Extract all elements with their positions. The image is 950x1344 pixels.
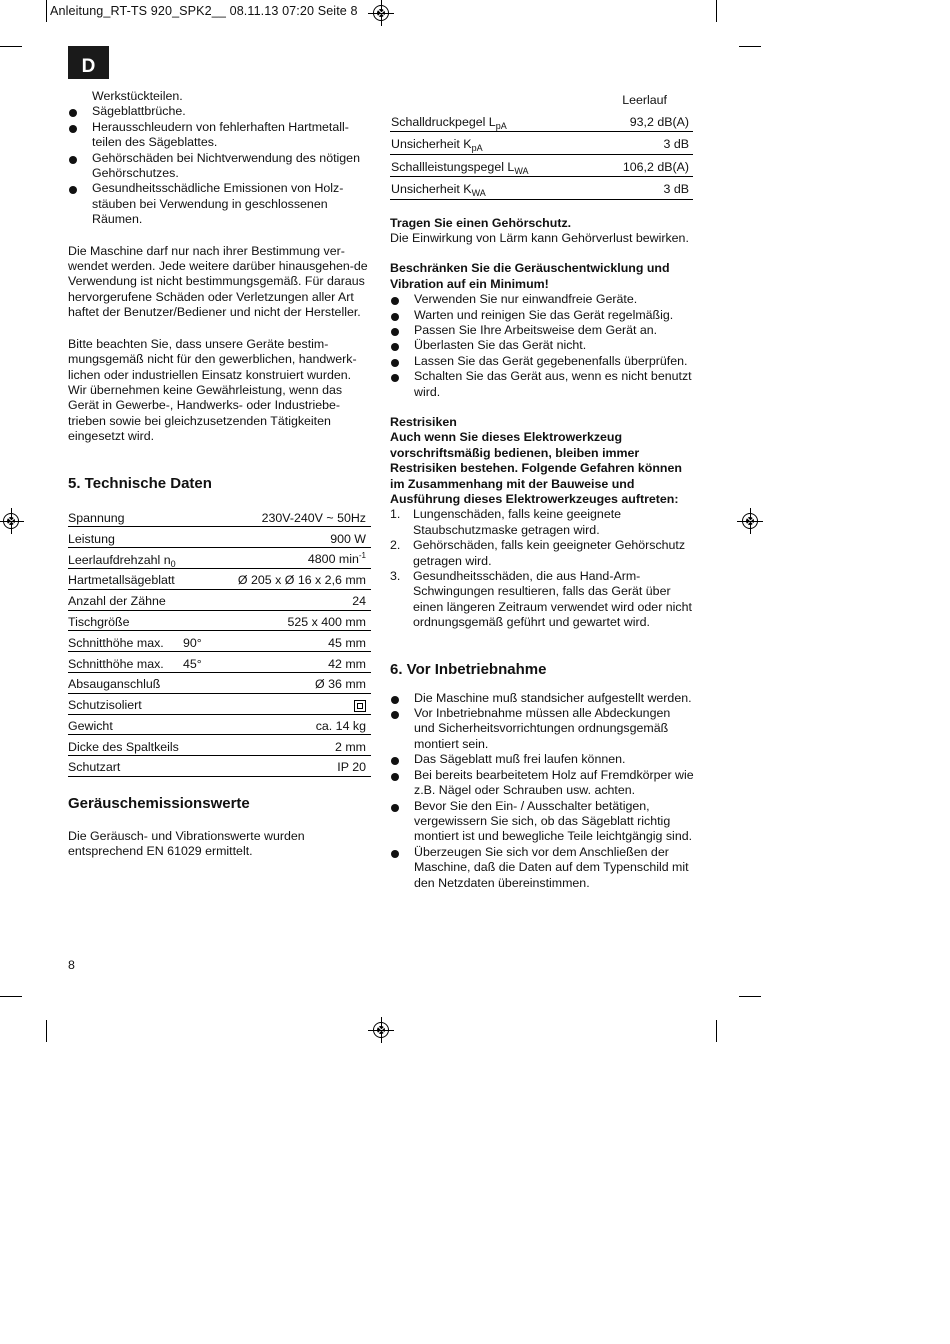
table-row [390, 154, 693, 177]
list-item: Warten und reinigen Sie das Gerät regelmäßig. [390, 308, 694, 323]
language-badge: D [68, 46, 109, 79]
noise-value: 3 dB [590, 132, 693, 155]
spec-table [68, 507, 371, 777]
spec-label: Spannung [68, 507, 183, 527]
warranty-paragraph: Bitte beachten Sie, dass unsere Geräte bestim-mungsgemäß nicht für den gewerblichen, handwerk-lichen oder industriellen Einsatz konstruiert wurden. Wir übernehmen keine Gewährleistung, wenn das Gerät in Gewerbe-, Handwerks- oder Industriebe-trieben sowie bei gleichzusetzenden Tätigkeiten eingesetzt wird. [68, 336, 357, 444]
registration-mark-icon [3, 513, 19, 529]
list-item: 2. Gehörschäden, falls kein geeigneter Gehörschutz getragen wird. [390, 538, 686, 568]
spec-label: Schutzart [68, 756, 183, 777]
spec-value: 45 mm [233, 631, 371, 652]
crop-mark [739, 46, 761, 47]
superscript: -1 [358, 551, 366, 561]
list-item: Lassen Sie das Gerät gegebenenfalls überprüfen. [390, 354, 694, 369]
crop-mark [739, 996, 761, 997]
crop-mark [46, 1020, 47, 1042]
spec-value: 525 x 400 mm [233, 610, 371, 631]
spec-mid [183, 756, 233, 777]
page-number: 8 [68, 958, 75, 972]
spec-label: Tischgröße [68, 610, 183, 631]
list-item: Sägeblattbrüche. [68, 104, 373, 119]
left-column [68, 89, 373, 860]
noise-paragraph: Die Geräusch- und Vibrationswerte wurden entsprechend EN 61029 ermittelt. [68, 828, 305, 859]
table-row [390, 132, 693, 155]
spec-label: Leistung [68, 527, 183, 548]
spec-value: 900 W [233, 527, 371, 548]
noise-table [390, 88, 693, 200]
noise-column-header: Leerlauf [622, 93, 667, 108]
list-item: Vor Inbetriebnahme müssen alle Abdeckungen und Sicherheitsvorrichtungen ordnungsgemäß montiert sein. [390, 706, 694, 752]
list-item: Das Sägeblatt muß frei laufen können. [390, 752, 694, 767]
spec-value: ca. 14 kg [233, 714, 371, 735]
list-item: 3. Gesundheitsschäden, die aus Hand-Arm-Schwingungen resultieren, falls das Gerät über einen längeren Zeitraum verwendet wird oder nicht ordnungsgemäß geführt und gewartet wird. [390, 569, 692, 630]
noise-value: 3 dB [590, 177, 693, 200]
registration-mark-icon [742, 513, 758, 529]
spec-label: Dicke des Spaltkeils [68, 735, 183, 756]
table-row [68, 589, 371, 610]
print-slug: Anleitung_RT-TS 920_SPK2__ 08.11.13 07:20 Seite 8 [50, 4, 358, 18]
noise-label: Schallleistungspegel $L_{WA}$ [390, 154, 590, 177]
registration-mark-icon [373, 5, 389, 21]
list-item: Gehörschäden bei Nichtverwendung des nötigen Gehörschutzes. [68, 151, 373, 182]
list-item: Überlasten Sie das Gerät nicht. [390, 338, 694, 353]
spec-mid [183, 568, 233, 589]
list-item: Gesundheitsschädliche Emissionen von Holz-stäuben bei Verwendung in geschlossenen Räumen. [68, 181, 373, 227]
list-item: Verwenden Sie nur einwandfreie Geräte. [390, 292, 694, 307]
spec-label: Schnitthöhe max. [68, 652, 183, 673]
table-row [68, 652, 371, 673]
noise-value: 93,2 dB(A) [590, 110, 693, 132]
list-item: Herausschleudern von fehlerhaften Hartmetall-teilen des Sägeblattes. [68, 120, 373, 151]
subscript: WA [471, 188, 486, 199]
crop-mark [0, 46, 22, 47]
spec-label: Anzahl der Zähne [68, 589, 183, 610]
subscript: WA [514, 165, 529, 176]
right-column [390, 88, 694, 891]
noise-label: Unsicherheit $K_{WA}$ [390, 177, 590, 200]
table-row [68, 548, 371, 569]
crop-mark [716, 0, 717, 22]
noise-value: 106,2 dB(A) [590, 154, 693, 177]
spec-mid: 90° [183, 631, 233, 652]
table-row [68, 693, 371, 714]
intro-bullet-list [68, 104, 373, 227]
spec-mid [183, 589, 233, 610]
table-row [390, 110, 693, 132]
before-start-list [390, 691, 694, 891]
residual-risks-heading: Restrisiken [390, 414, 457, 429]
spec-value: Ø 36 mm [233, 672, 371, 693]
list-item: Die Maschine muß standsicher aufgestellt werden. [390, 691, 694, 706]
table-row [68, 735, 371, 756]
spec-label: Gewicht [68, 714, 183, 735]
spec-mid: 45° [183, 652, 233, 673]
subscript: 0 [170, 558, 176, 569]
registration-mark-icon [373, 1022, 389, 1038]
list-number: 1. [390, 507, 401, 522]
list-number: 2. [390, 538, 401, 553]
spec-mid [183, 714, 233, 735]
spec-value: 2 mm [233, 735, 371, 756]
ear-protection-text: Die Einwirkung von Lärm kann Gehörverlust bewirken. [390, 230, 689, 245]
before-start-heading: 6. Vor Inbetriebnahme [390, 660, 547, 678]
spec-label: Absauganschluß [68, 672, 183, 693]
table-row [68, 672, 371, 693]
spec-mid [183, 672, 233, 693]
table-row [390, 88, 693, 110]
noise-label: Unsicherheit $K_{pA}$ [390, 132, 590, 155]
spec-label: Schutzisoliert [68, 693, 183, 714]
table-row [68, 527, 371, 548]
table-row [68, 568, 371, 589]
spec-mid [183, 548, 233, 569]
spec-value: 4800 $\min^{-1}$ [233, 548, 371, 569]
table-row [68, 507, 371, 527]
spec-mid [183, 610, 233, 631]
limit-noise-list [390, 292, 694, 400]
spec-value: IP 20 [233, 756, 371, 777]
table-row [68, 756, 371, 777]
list-item: Passen Sie Ihre Arbeitsweise dem Gerät an. [390, 323, 694, 338]
list-item: Überzeugen Sie sich vor dem Anschließen der Maschine, daß die Daten auf dem Typenschild mit den Netzdaten übereinstimmen. [390, 845, 694, 891]
list-item: Schalten Sie das Gerät aus, wenn es nicht benutzt wird. [390, 369, 694, 400]
spec-mid [183, 735, 233, 756]
ear-protection-heading: Tragen Sie einen Gehörschutz. [390, 215, 572, 230]
list-item: Bevor Sie den Ein- / Ausschalter betätigen, vergewissern Sie sich, ob das Sägeblatt richtig montiert ist und bewegliche Teile leichtgängig sind. [390, 799, 694, 845]
residual-risks-list [390, 507, 694, 630]
spec-mid [183, 527, 233, 548]
list-number: 3. [390, 569, 401, 584]
list-item: Bei bereits bearbeitetem Holz auf Fremdkörper wie z.B. Nägel oder Schrauben usw. achten. [390, 768, 694, 799]
table-row [68, 610, 371, 631]
spec-label: Leerlaufdrehzahl $n_0$ [68, 548, 183, 569]
spec-value: 230V-240V ~ 50Hz [233, 507, 371, 527]
spec-value: Ø 205 x Ø 16 x 2,6 mm [233, 568, 371, 589]
list-item: 1. Lungenschäden, falls keine geeignete Staubschutzmaske getragen wird. [390, 507, 622, 537]
noise-heading: Geräuschemissionswerte [68, 794, 250, 812]
spec-value: 42 mm [233, 652, 371, 673]
spec-mid [183, 507, 233, 527]
crop-mark [716, 1020, 717, 1042]
spec-mid [183, 693, 233, 714]
tech-data-heading: 5. Technische Daten [68, 474, 212, 492]
crop-mark [0, 996, 22, 997]
table-row [68, 714, 371, 735]
intended-use-paragraph: Die Maschine darf nur nach ihrer Bestimmung ver-wendet werden. Jede weitere darüber hinausgehen-de Verwendung ist nicht bestimmungsgemäß. Für daraus hervorgerufene Schäden oder Verletzungen aller Art haftet der Benutzer/Bediener und nicht der Hersteller. [68, 243, 368, 320]
crop-mark [46, 0, 47, 22]
table-row [68, 631, 371, 652]
residual-risks-intro: Auch wenn Sie dieses Elektrowerkzeug vorschriftsmäßig bedienen, bleiben immer Restrisiken bestehen. Folgende Gefahren können im Zusammenhang mit der Bauweise und Ausführung dieses Elektrowerkzeuges auftreten: [390, 430, 682, 506]
table-row [390, 177, 693, 200]
double-insulation-icon [354, 700, 366, 712]
spec-value: 24 [233, 589, 371, 610]
spec-label: Schnitthöhe max. [68, 631, 183, 652]
noise-label: Schalldruckpegel $L_{pA}$ [390, 110, 590, 132]
spec-label: Hartmetallsägeblatt [68, 568, 183, 589]
limit-noise-heading: Beschränken Sie die Geräuschentwicklung und Vibration auf ein Minimum! [390, 261, 670, 291]
subscript: pA [471, 143, 483, 154]
subscript: pA [495, 120, 507, 131]
spec-value [233, 693, 371, 714]
bullet-continuation: Werkstückteilen. [92, 89, 183, 103]
